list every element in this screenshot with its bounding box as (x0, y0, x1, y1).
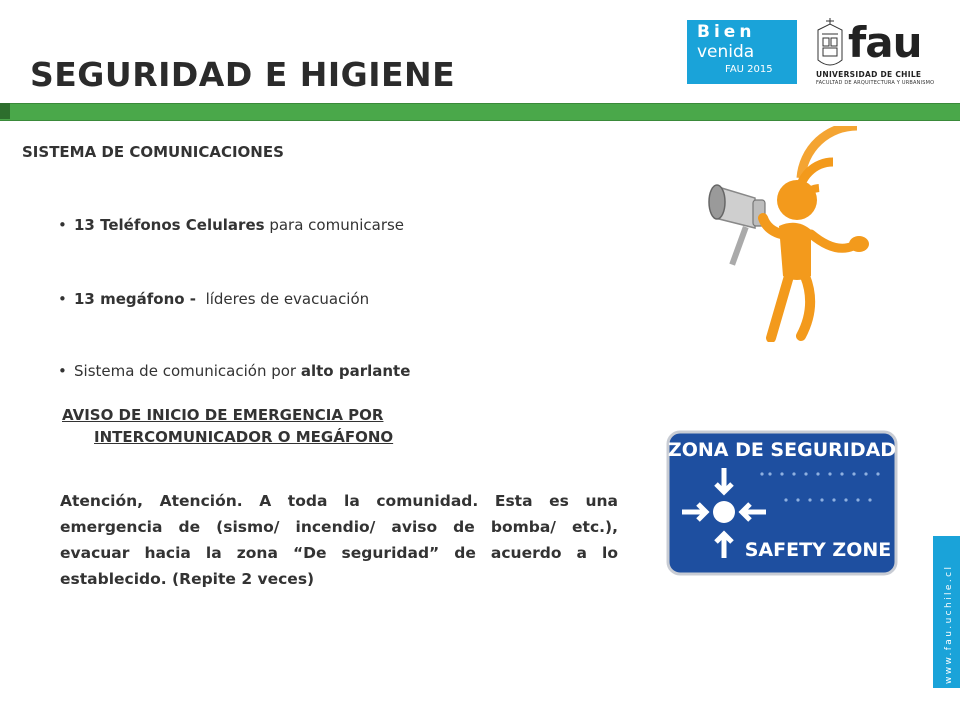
divider-accent (0, 103, 10, 119)
bullet-dot: • (58, 216, 67, 234)
bullet-text: Sistema de comunicación por (74, 362, 301, 380)
bullet-dot: • (58, 362, 67, 380)
logo-university-name: UNIVERSIDAD DE CHILE (816, 70, 922, 79)
fau-logo-wordmark: fau (848, 18, 922, 67)
section-title: SISTEMA DE COMUNICACIONES (22, 143, 284, 161)
aviso-line-1: AVISO DE INICIO DE EMERGENCIA POR (62, 406, 384, 424)
side-url-text: www.fau.uchile.cl (944, 564, 954, 684)
aviso-heading (62, 404, 442, 448)
safety-zone-sign (666, 430, 898, 576)
badge-line-3: FAU 2015 (725, 64, 773, 75)
megaphone-figure-icon (707, 126, 877, 342)
announcement-text: Atención, Atención. A toda la comunidad. Esta es una emergencia de (sismo/ incendio/ aviso de bomba/ etc.), evacuar hacia la zona “De seguridad” de acuerdo a lo establecido. (Repite 2 veces) (60, 492, 618, 588)
bullet-bold: 13 megáfono - (74, 290, 197, 308)
sign-top-text: ZONA DE SEGURIDAD (667, 439, 897, 461)
bullet-item-phones (58, 216, 404, 234)
bienvenida-badge (687, 20, 797, 84)
assembly-point-icon (713, 501, 735, 523)
aviso-line-2: INTERCOMUNICADOR O MEGÁFONO (94, 428, 394, 446)
title-divider-bar (0, 103, 960, 121)
bullet-text: líderes de evacuación (196, 290, 370, 308)
bullet-text: para comunicarse (264, 216, 405, 234)
sign-bottom-text: SAFETY ZONE (744, 539, 892, 561)
slide-title: SEGURIDAD E HIGIENE (30, 55, 456, 94)
bullet-item-loudspeaker (58, 362, 410, 380)
logo-faculty-name: FACULTAD DE ARQUITECTURA Y URBANISMO (816, 80, 935, 86)
badge-line-1: Bien (697, 22, 756, 42)
bullet-bold: alto parlante (300, 362, 411, 380)
bullet-bold: 13 Teléfonos Celulares (74, 216, 265, 234)
bullet-dot: • (58, 290, 67, 308)
badge-line-2: venida (697, 42, 755, 62)
bullet-item-megaphones (58, 290, 369, 308)
